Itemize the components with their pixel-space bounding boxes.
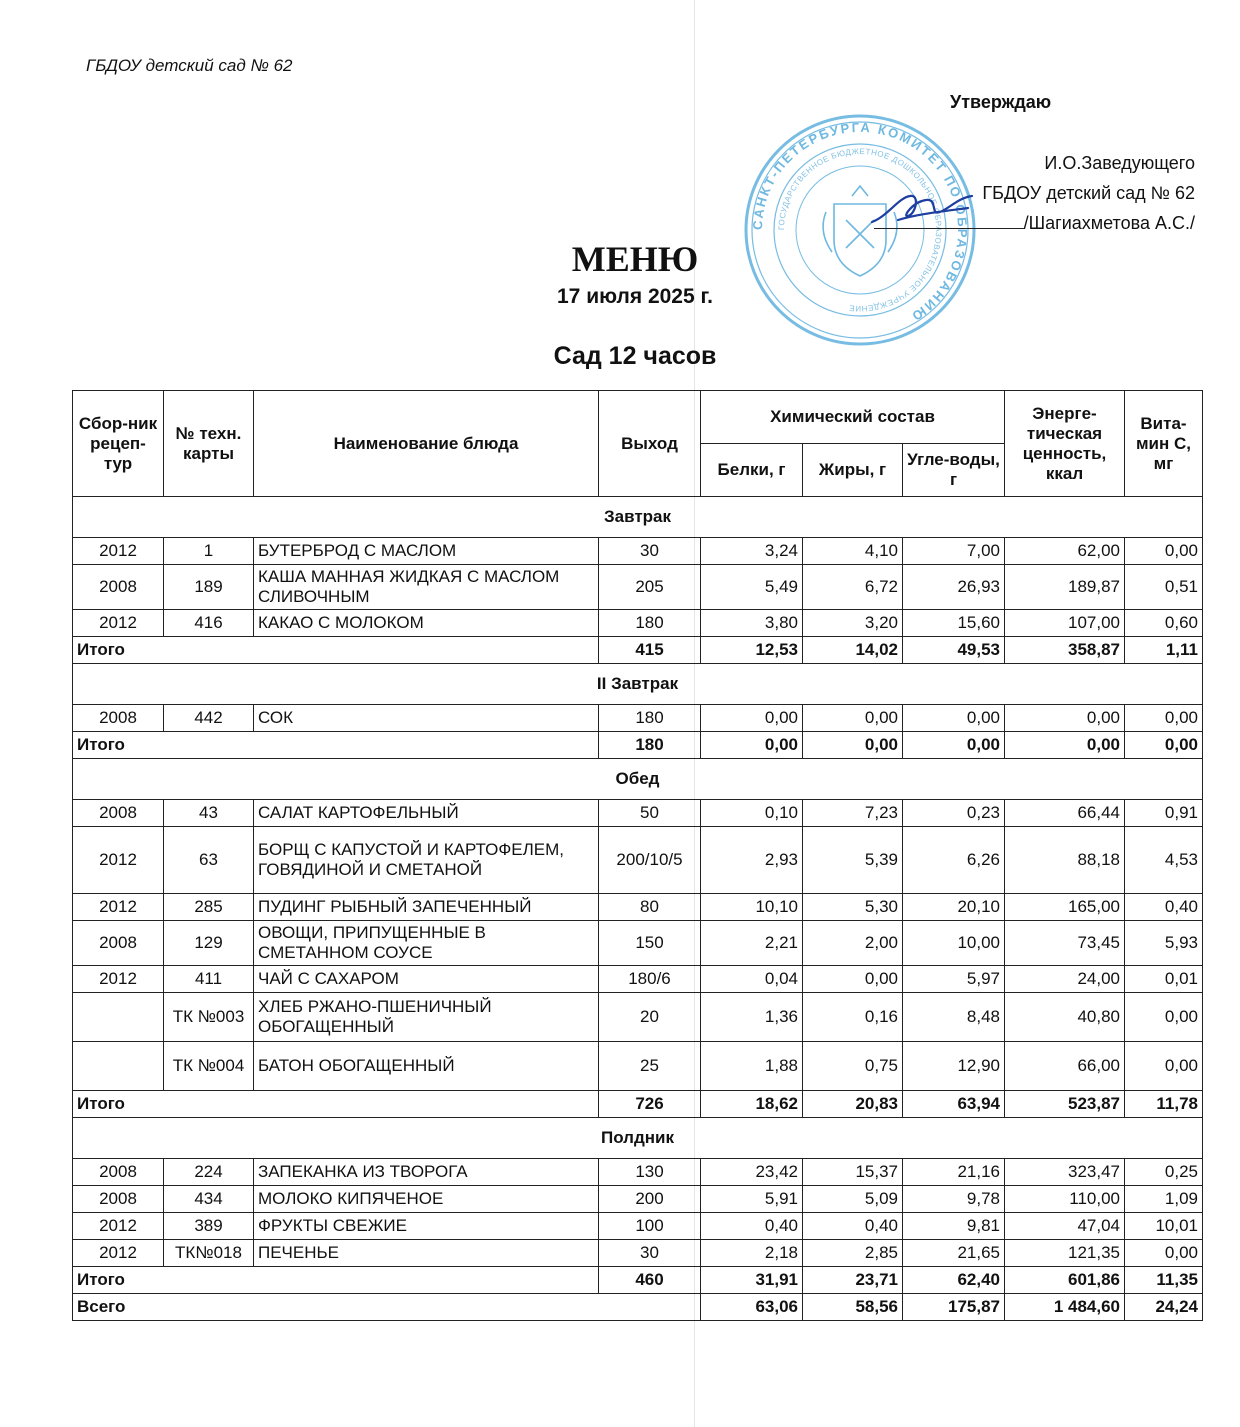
card-number-cell: 434 [164, 1186, 254, 1213]
protein-cell: 1,36 [701, 993, 803, 1042]
card-number-cell: 416 [164, 610, 254, 637]
table-row [73, 800, 1203, 827]
grand-total-label-cell: Всего [73, 1294, 701, 1321]
total-fat-cell: 20,83 [803, 1091, 903, 1118]
collection-cell [73, 1042, 164, 1091]
protein-cell: 0,40 [701, 1213, 803, 1240]
vitamin-cell: 0,91 [1125, 800, 1203, 827]
card-number-cell: 43 [164, 800, 254, 827]
protein-cell: 2,93 [701, 827, 803, 894]
table-row [73, 921, 1203, 966]
page-title: МЕНЮ [571, 239, 699, 279]
vitamin-cell: 0,51 [1125, 565, 1203, 610]
energy-cell: 323,47 [1005, 1159, 1125, 1186]
section-header [73, 664, 1203, 705]
approval-signature-line [874, 208, 1195, 238]
collection-cell: 2008 [73, 800, 164, 827]
section-total-row [73, 637, 1203, 664]
table-row [73, 705, 1203, 732]
fat-cell: 2,00 [803, 921, 903, 966]
total-output-cell: 415 [599, 637, 701, 664]
fat-cell: 5,09 [803, 1186, 903, 1213]
vitamin-cell: 0,60 [1125, 610, 1203, 637]
energy-cell: 110,00 [1005, 1186, 1125, 1213]
table-row [73, 1042, 1203, 1091]
total-label-cell: Итого [73, 1267, 599, 1294]
collection-cell: 2008 [73, 565, 164, 610]
energy-cell: 165,00 [1005, 894, 1125, 921]
carbs-cell: 9,78 [903, 1186, 1005, 1213]
header-carbs: Угле-воды, г [903, 444, 1005, 497]
collection-cell: 2008 [73, 921, 164, 966]
signature-underline [874, 212, 1024, 229]
total-carbs-cell: 0,00 [903, 732, 1005, 759]
dish-name-cell: КАКАО С МОЛОКОМ [254, 610, 599, 637]
vitamin-cell: 0,00 [1125, 538, 1203, 565]
approval-title: Утверждаю [950, 92, 1052, 112]
grand-total-vitamin-cell: 24,24 [1125, 1294, 1203, 1321]
card-number-cell: 63 [164, 827, 254, 894]
energy-cell: 66,44 [1005, 800, 1125, 827]
output-cell: 130 [599, 1159, 701, 1186]
table-row [73, 610, 1203, 637]
fat-cell: 2,85 [803, 1240, 903, 1267]
approval-block [874, 148, 1195, 238]
dish-name-cell: БАТОН ОБОГАЩЕННЫЙ [254, 1042, 599, 1091]
carbs-cell: 12,90 [903, 1042, 1005, 1091]
carbs-cell: 9,81 [903, 1213, 1005, 1240]
fat-cell: 5,30 [803, 894, 903, 921]
dish-name-cell: БУТЕРБРОД С МАСЛОМ [254, 538, 599, 565]
fat-cell: 5,39 [803, 827, 903, 894]
total-fat-cell: 23,71 [803, 1267, 903, 1294]
carbs-cell: 0,00 [903, 705, 1005, 732]
organization-name: ГБДОУ детский сад № 62 [86, 56, 293, 75]
dish-name-cell: ПЕЧЕНЬЕ [254, 1240, 599, 1267]
carbs-cell: 6,26 [903, 827, 1005, 894]
protein-cell: 2,18 [701, 1240, 803, 1267]
section-header [73, 759, 1203, 800]
total-protein-cell: 31,91 [701, 1267, 803, 1294]
dish-name-cell: КАША МАННАЯ ЖИДКАЯ С МАСЛОМ СЛИВОЧНЫМ [254, 565, 599, 610]
fat-cell: 15,37 [803, 1159, 903, 1186]
section-title: Обед [73, 759, 1203, 800]
total-label-cell: Итого [73, 1091, 599, 1118]
output-cell: 100 [599, 1213, 701, 1240]
fat-cell: 0,00 [803, 705, 903, 732]
protein-cell: 10,10 [701, 894, 803, 921]
energy-cell: 88,18 [1005, 827, 1125, 894]
energy-cell: 24,00 [1005, 966, 1125, 993]
dish-name-cell: ЗАПЕКАНКА ИЗ ТВОРОГА [254, 1159, 599, 1186]
total-protein-cell: 12,53 [701, 637, 803, 664]
energy-cell: 66,00 [1005, 1042, 1125, 1091]
protein-cell: 0,00 [701, 705, 803, 732]
output-cell: 180/6 [599, 966, 701, 993]
total-protein-cell: 0,00 [701, 732, 803, 759]
table-row [73, 1159, 1203, 1186]
carbs-cell: 15,60 [903, 610, 1005, 637]
vitamin-cell: 0,25 [1125, 1159, 1203, 1186]
stamp-outer-text: САНКТ-ПЕТЕРБУРГА КОМИТЕТ ПО ОБРАЗОВАНИЮ [749, 119, 971, 325]
fat-cell: 6,72 [803, 565, 903, 610]
card-number-cell: ТК №004 [164, 1042, 254, 1091]
header-energy: Энерге-тическая ценность, ккал [1005, 391, 1125, 497]
total-energy-cell: 601,86 [1005, 1267, 1125, 1294]
grand-total-fat-cell: 58,56 [803, 1294, 903, 1321]
collection-cell: 2008 [73, 705, 164, 732]
energy-cell: 189,87 [1005, 565, 1125, 610]
vitamin-cell: 5,93 [1125, 921, 1203, 966]
total-energy-cell: 523,87 [1005, 1091, 1125, 1118]
vitamin-cell: 4,53 [1125, 827, 1203, 894]
output-cell: 205 [599, 565, 701, 610]
fat-cell: 0,00 [803, 966, 903, 993]
card-number-cell: 285 [164, 894, 254, 921]
output-cell: 180 [599, 705, 701, 732]
header-collection: Сбор-ник рецеп-тур [73, 391, 164, 497]
header-dish-name: Наименование блюда [254, 391, 599, 497]
dish-name-cell: МОЛОКО КИПЯЧЕНОЕ [254, 1186, 599, 1213]
header-chemical-composition: Химический состав [701, 391, 1005, 444]
output-cell: 200/10/5 [599, 827, 701, 894]
fat-cell: 4,10 [803, 538, 903, 565]
collection-cell: 2012 [73, 610, 164, 637]
protein-cell: 5,91 [701, 1186, 803, 1213]
vitamin-cell: 0,40 [1125, 894, 1203, 921]
output-cell: 80 [599, 894, 701, 921]
total-energy-cell: 0,00 [1005, 732, 1125, 759]
table-row [73, 827, 1203, 894]
energy-cell: 121,35 [1005, 1240, 1125, 1267]
collection-cell: 2008 [73, 1159, 164, 1186]
collection-cell: 2012 [73, 1213, 164, 1240]
table-row [73, 993, 1203, 1042]
vitamin-cell: 0,00 [1125, 993, 1203, 1042]
card-number-cell: ТК№018 [164, 1240, 254, 1267]
dish-name-cell: ОВОЩИ, ПРИПУЩЕННЫЕ В СМЕТАННОМ СОУСЕ [254, 921, 599, 966]
energy-cell: 62,00 [1005, 538, 1125, 565]
section-total-row [73, 1267, 1203, 1294]
output-cell: 50 [599, 800, 701, 827]
table-row [73, 966, 1203, 993]
carbs-cell: 5,97 [903, 966, 1005, 993]
grand-total-carbs-cell: 175,87 [903, 1294, 1005, 1321]
protein-cell: 0,10 [701, 800, 803, 827]
header-card: № техн. карты [164, 391, 254, 497]
menu-body [73, 497, 1203, 1321]
total-carbs-cell: 63,94 [903, 1091, 1005, 1118]
dish-name-cell: ХЛЕБ РЖАНО-ПШЕНИЧНЫЙ ОБОГАЩЕННЫЙ [254, 993, 599, 1042]
section-total-row [73, 1091, 1203, 1118]
dish-name-cell: ЧАЙ С САХАРОМ [254, 966, 599, 993]
carbs-cell: 21,65 [903, 1240, 1005, 1267]
collection-cell: 2012 [73, 966, 164, 993]
total-fat-cell: 0,00 [803, 732, 903, 759]
output-cell: 30 [599, 1240, 701, 1267]
collection-cell: 2012 [73, 894, 164, 921]
carbs-cell: 20,10 [903, 894, 1005, 921]
carbs-cell: 7,00 [903, 538, 1005, 565]
energy-cell: 47,04 [1005, 1213, 1125, 1240]
vitamin-cell: 0,00 [1125, 705, 1203, 732]
protein-cell: 3,24 [701, 538, 803, 565]
carbs-cell: 26,93 [903, 565, 1005, 610]
stamp-inner-text: ГОСУДАРСТВЕННОЕ БЮДЖЕТНОЕ ДОШКОЛЬНОЕ ОБРАЗОВАТЕЛЬНОЕ УЧРЕЖДЕНИЕ [776, 146, 944, 314]
header-fat: Жиры, г [803, 444, 903, 497]
approval-position: И.О.Заведующего [1044, 153, 1195, 173]
output-cell: 20 [599, 993, 701, 1042]
fat-cell: 0,75 [803, 1042, 903, 1091]
header-output: Выход [599, 391, 701, 497]
carbs-cell: 8,48 [903, 993, 1005, 1042]
table-row [73, 538, 1203, 565]
card-number-cell: 129 [164, 921, 254, 966]
total-vitamin-cell: 11,78 [1125, 1091, 1203, 1118]
protein-cell: 1,88 [701, 1042, 803, 1091]
grand-total-energy-cell: 1 484,60 [1005, 1294, 1125, 1321]
card-number-cell: 411 [164, 966, 254, 993]
total-label-cell: Итого [73, 637, 599, 664]
total-fat-cell: 14,02 [803, 637, 903, 664]
card-number-cell: ТК №003 [164, 993, 254, 1042]
card-number-cell: 442 [164, 705, 254, 732]
carbs-cell: 10,00 [903, 921, 1005, 966]
energy-cell: 107,00 [1005, 610, 1125, 637]
collection-cell [73, 993, 164, 1042]
collection-cell: 2012 [73, 827, 164, 894]
table-row [73, 1240, 1203, 1267]
energy-cell: 40,80 [1005, 993, 1125, 1042]
protein-cell: 2,21 [701, 921, 803, 966]
card-number-cell: 389 [164, 1213, 254, 1240]
fat-cell: 0,40 [803, 1213, 903, 1240]
energy-cell: 73,45 [1005, 921, 1125, 966]
carbs-cell: 21,16 [903, 1159, 1005, 1186]
total-vitamin-cell: 0,00 [1125, 732, 1203, 759]
total-vitamin-cell: 1,11 [1125, 637, 1203, 664]
menu-date: 17 июля 2025 г. [557, 285, 713, 308]
fat-cell: 3,20 [803, 610, 903, 637]
total-energy-cell: 358,87 [1005, 637, 1125, 664]
fat-cell: 0,16 [803, 993, 903, 1042]
protein-cell: 5,49 [701, 565, 803, 610]
total-output-cell: 460 [599, 1267, 701, 1294]
total-vitamin-cell: 11,35 [1125, 1267, 1203, 1294]
menu-subtitle: Сад 12 часов [553, 342, 717, 370]
total-carbs-cell: 62,40 [903, 1267, 1005, 1294]
dish-name-cell: СОК [254, 705, 599, 732]
section-title: Завтрак [73, 497, 1203, 538]
total-label-cell: Итого [73, 732, 599, 759]
table-row [73, 1186, 1203, 1213]
card-number-cell: 189 [164, 565, 254, 610]
total-output-cell: 180 [599, 732, 701, 759]
protein-cell: 0,04 [701, 966, 803, 993]
output-cell: 25 [599, 1042, 701, 1091]
section-header [73, 1118, 1203, 1159]
vitamin-cell: 1,09 [1125, 1186, 1203, 1213]
output-cell: 180 [599, 610, 701, 637]
approval-name: /Шагиахметова А.С./ [1023, 213, 1195, 233]
vitamin-cell: 0,00 [1125, 1042, 1203, 1091]
table-row [73, 1213, 1203, 1240]
collection-cell: 2012 [73, 1240, 164, 1267]
energy-cell: 0,00 [1005, 705, 1125, 732]
total-output-cell: 726 [599, 1091, 701, 1118]
section-total-row [73, 732, 1203, 759]
dish-name-cell: САЛАТ КАРТОФЕЛЬНЫЙ [254, 800, 599, 827]
dish-name-cell: БОРЩ С КАПУСТОЙ И КАРТОФЕЛЕМ, ГОВЯДИНОЙ И СМЕТАНОЙ [254, 827, 599, 894]
carbs-cell: 0,23 [903, 800, 1005, 827]
table-row [73, 894, 1203, 921]
protein-cell: 23,42 [701, 1159, 803, 1186]
dish-name-cell: ПУДИНГ РЫБНЫЙ ЗАПЕЧЕННЫЙ [254, 894, 599, 921]
vitamin-cell: 0,00 [1125, 1240, 1203, 1267]
vitamin-cell: 0,01 [1125, 966, 1203, 993]
header-vitamin-c: Вита-мин С, мг [1125, 391, 1203, 497]
section-title: II Завтрак [73, 664, 1203, 705]
collection-cell: 2012 [73, 538, 164, 565]
protein-cell: 3,80 [701, 610, 803, 637]
section-header [73, 497, 1203, 538]
output-cell: 30 [599, 538, 701, 565]
grand-total-protein-cell: 63,06 [701, 1294, 803, 1321]
header-protein: Белки, г [701, 444, 803, 497]
total-protein-cell: 18,62 [701, 1091, 803, 1118]
fat-cell: 7,23 [803, 800, 903, 827]
menu-table [72, 390, 1203, 1321]
dish-name-cell: ФРУКТЫ СВЕЖИЕ [254, 1213, 599, 1240]
output-cell: 150 [599, 921, 701, 966]
card-number-cell: 1 [164, 538, 254, 565]
vitamin-cell: 10,01 [1125, 1213, 1203, 1240]
total-carbs-cell: 49,53 [903, 637, 1005, 664]
output-cell: 200 [599, 1186, 701, 1213]
collection-cell: 2008 [73, 1186, 164, 1213]
card-number-cell: 224 [164, 1159, 254, 1186]
table-row [73, 565, 1203, 610]
section-title: Полдник [73, 1118, 1203, 1159]
approval-organization: ГБДОУ детский сад № 62 [982, 183, 1195, 203]
grand-total-row [73, 1294, 1203, 1321]
